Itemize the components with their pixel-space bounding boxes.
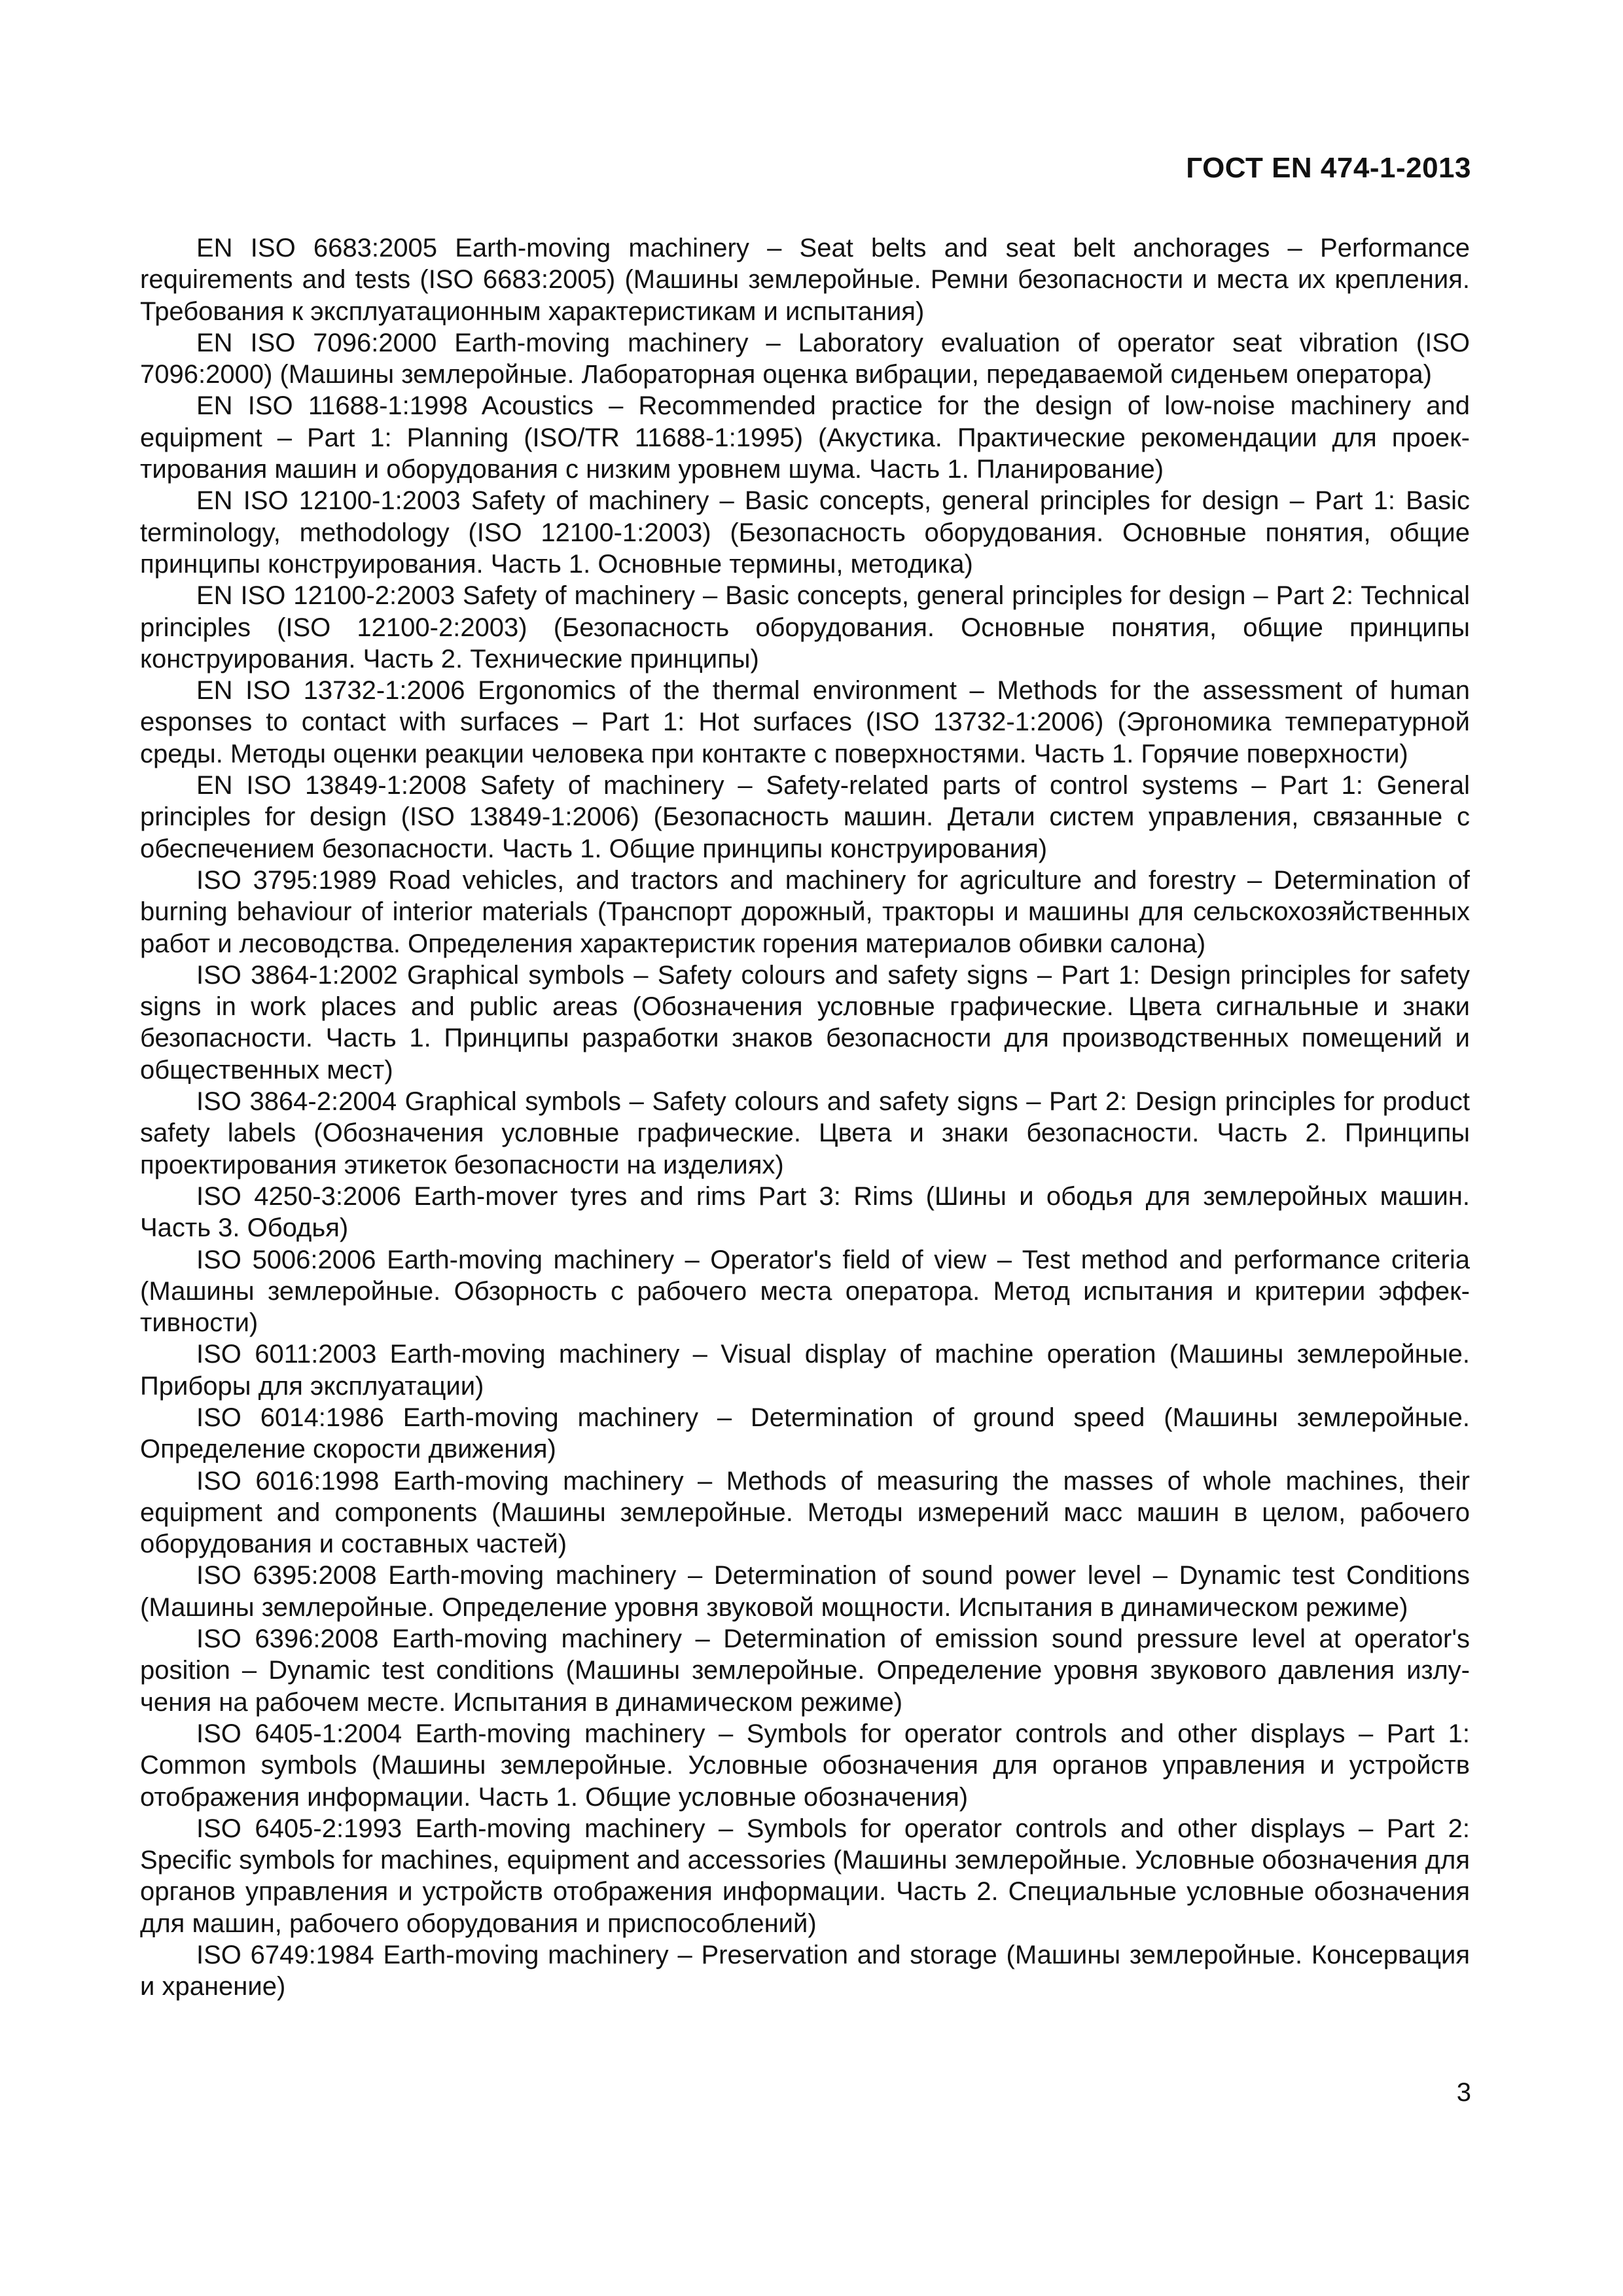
reference-item: ISO 6749:1984 Earth-moving machinery – Preservation and storage (Машины землеройные. Консервация и хранение) [140,1941,1470,2001]
reference-item: ISO 6014:1986 Earth-moving machinery – Determination of ground speed (Машины землеройные. Определение скорости движения) [140,1403,1470,1464]
reference-item: EN ISO 11688-1:1998 Acoustics – Recommended practice for the design of low-noise machinery and equipment – Part 1: Planning (ISO/TR 11688-1:1995) (Акустика. Практические рекомендации для проектирования машин и оборудования с низким уровнем шума. Часть 1. Планирование) [140,391,1470,484]
page-number: 3 [1456,2078,1471,2107]
reference-item: EN ISO 13849-1:2008 Safety of machinery – Safety-related parts of control systems – Part 1: General principles for design (ISO 13849-1:2006) (Безопасность машин. Детали систем управления, связанные с обеспечением безопасности. Часть 1. Общие принципы конструирования) [140,771,1470,863]
page-header-standard-code: ГОСТ EN 474-1-2013 [1186,152,1471,184]
reference-item: ISO 5006:2006 Earth-moving machinery – Operator's field of view – Test method and performance criteria (Машины землеройные. Обзорность с рабочего места оператора. Метод испытания и критерии эффективности) [140,1245,1470,1338]
reference-item: EN ISO 6683:2005 Earth-moving machinery – Seat belts and seat belt anchorages – Performance requirements and tests (ISO 6683:2005) (Машины землеройные. Ремни безопасности и места их крепления. Требования к эксплуатационным характеристикам и испытания) [140,234,1470,326]
reference-item: ISO 3864-2:2004 Graphical symbols – Safety colours and safety signs – Part 2: Design principles for product safety labels (Обозначения условные графические. Цвета и знаки безопасности. Часть 2. Принципы проектирования этикеток безопасности на изделиях) [140,1087,1470,1179]
reference-item: ISO 6011:2003 Earth-moving machinery – Visual display of machine operation (Машины землеройные. Приборы для эксплуатации) [140,1340,1470,1401]
reference-item: EN ISO 12100-1:2003 Safety of machinery – Basic concepts, general principles for design – Part 1: Basic terminology, methodology (ISO 12100-1:2003) (Безопасность оборудования. Основные понятия, общие принципы конструирования. Часть 1. Основные термины, методика) [140,486,1470,579]
reference-item: ISO 3795:1989 Road vehicles, and tractors and machinery for agriculture and forestry – Determination of burning behaviour of interior materials (Транспорт дорожный, тракторы и машины для сельскохозяйственных работ и лесоводства. Определения характеристик горения материалов обивки салона) [140,865,1470,958]
reference-item: ISO 4250-3:2006 Earth-mover tyres and rims Part 3: Rims (Шины и ободья для землеройных машин. Часть 3. Ободья) [140,1181,1470,1243]
reference-item: ISO 3864-1:2002 Graphical symbols – Safety colours and safety signs – Part 1: Design principles for safety signs in work places and public areas (Обозначения условные графические. Цвета сигнальные и знаки безопасности. Часть 1. Принципы разработки знаков безопасности для производственных помещений и общественных мест) [140,960,1470,1085]
normative-references-list [140,232,1470,2003]
reference-item: EN ISO 13732-1:2006 Ergonomics of the thermal environment – Methods for the assessment of human esponses to contact with surfaces – Part 1: Hot surfaces (ISO 13732-1:2006) (Эргономика температурной среды. Методы оценки реакции человека при контакте с поверхностями. Часть 1. Горячие поверхности) [140,676,1470,768]
reference-item: EN ISO 12100-2:2003 Safety of machinery – Basic concepts, general principles for design – Part 2: Technical principles (ISO 12100-2:2003) (Безопасность оборудования. Основные понятия, общие принципы конструирования. Часть 2. Технические принципы) [140,581,1470,673]
reference-item: EN ISO 7096:2000 Earth-moving machinery – Laboratory evaluation of operator seat vibration (ISO 7096:2000) (Машины землеройные. Лабораторная оценка вибрации, передаваемой сиденьем оператора) [140,328,1470,389]
reference-item: ISO 6405-1:2004 Earth-moving machinery – Symbols for operator controls and other displays – Part 1: Common symbols (Машины землеройные. Условные обозначения для органов управления и устройств отображения информации. Часть 1. Общие условные обозначения) [140,1719,1470,1812]
reference-item: ISO 6395:2008 Earth-moving machinery – Determination of sound power level – Dynamic test Conditions (Машины землеройные. Определение уровня звуковой мощности. Испытания в динамическом режиме) [140,1561,1470,1622]
reference-item: ISO 6405-2:1993 Earth-moving machinery – Symbols for operator controls and other displays – Part 2: Specific symbols for machines, equipment and accessories (Машины землеройные. Условные обозначения для органов управления и устройств отображения информации. Часть 2. Специальные условные обозначения для машин, рабочего оборудования и приспособлений) [140,1814,1470,1938]
reference-item: ISO 6396:2008 Earth-moving machinery – Determination of emission sound pressure level at operator's position – Dynamic test conditions (Машины землеройные. Определение уровня звукового давления излучения на рабочем месте. Испытания в динамическом режиме) [140,1624,1470,1717]
reference-item: ISO 6016:1998 Earth-moving machinery – Methods of measuring the masses of whole machines, their equipment and components (Машины землеройные. Методы измерений масс машин в целом, рабочего оборудования и составных частей) [140,1466,1470,1559]
